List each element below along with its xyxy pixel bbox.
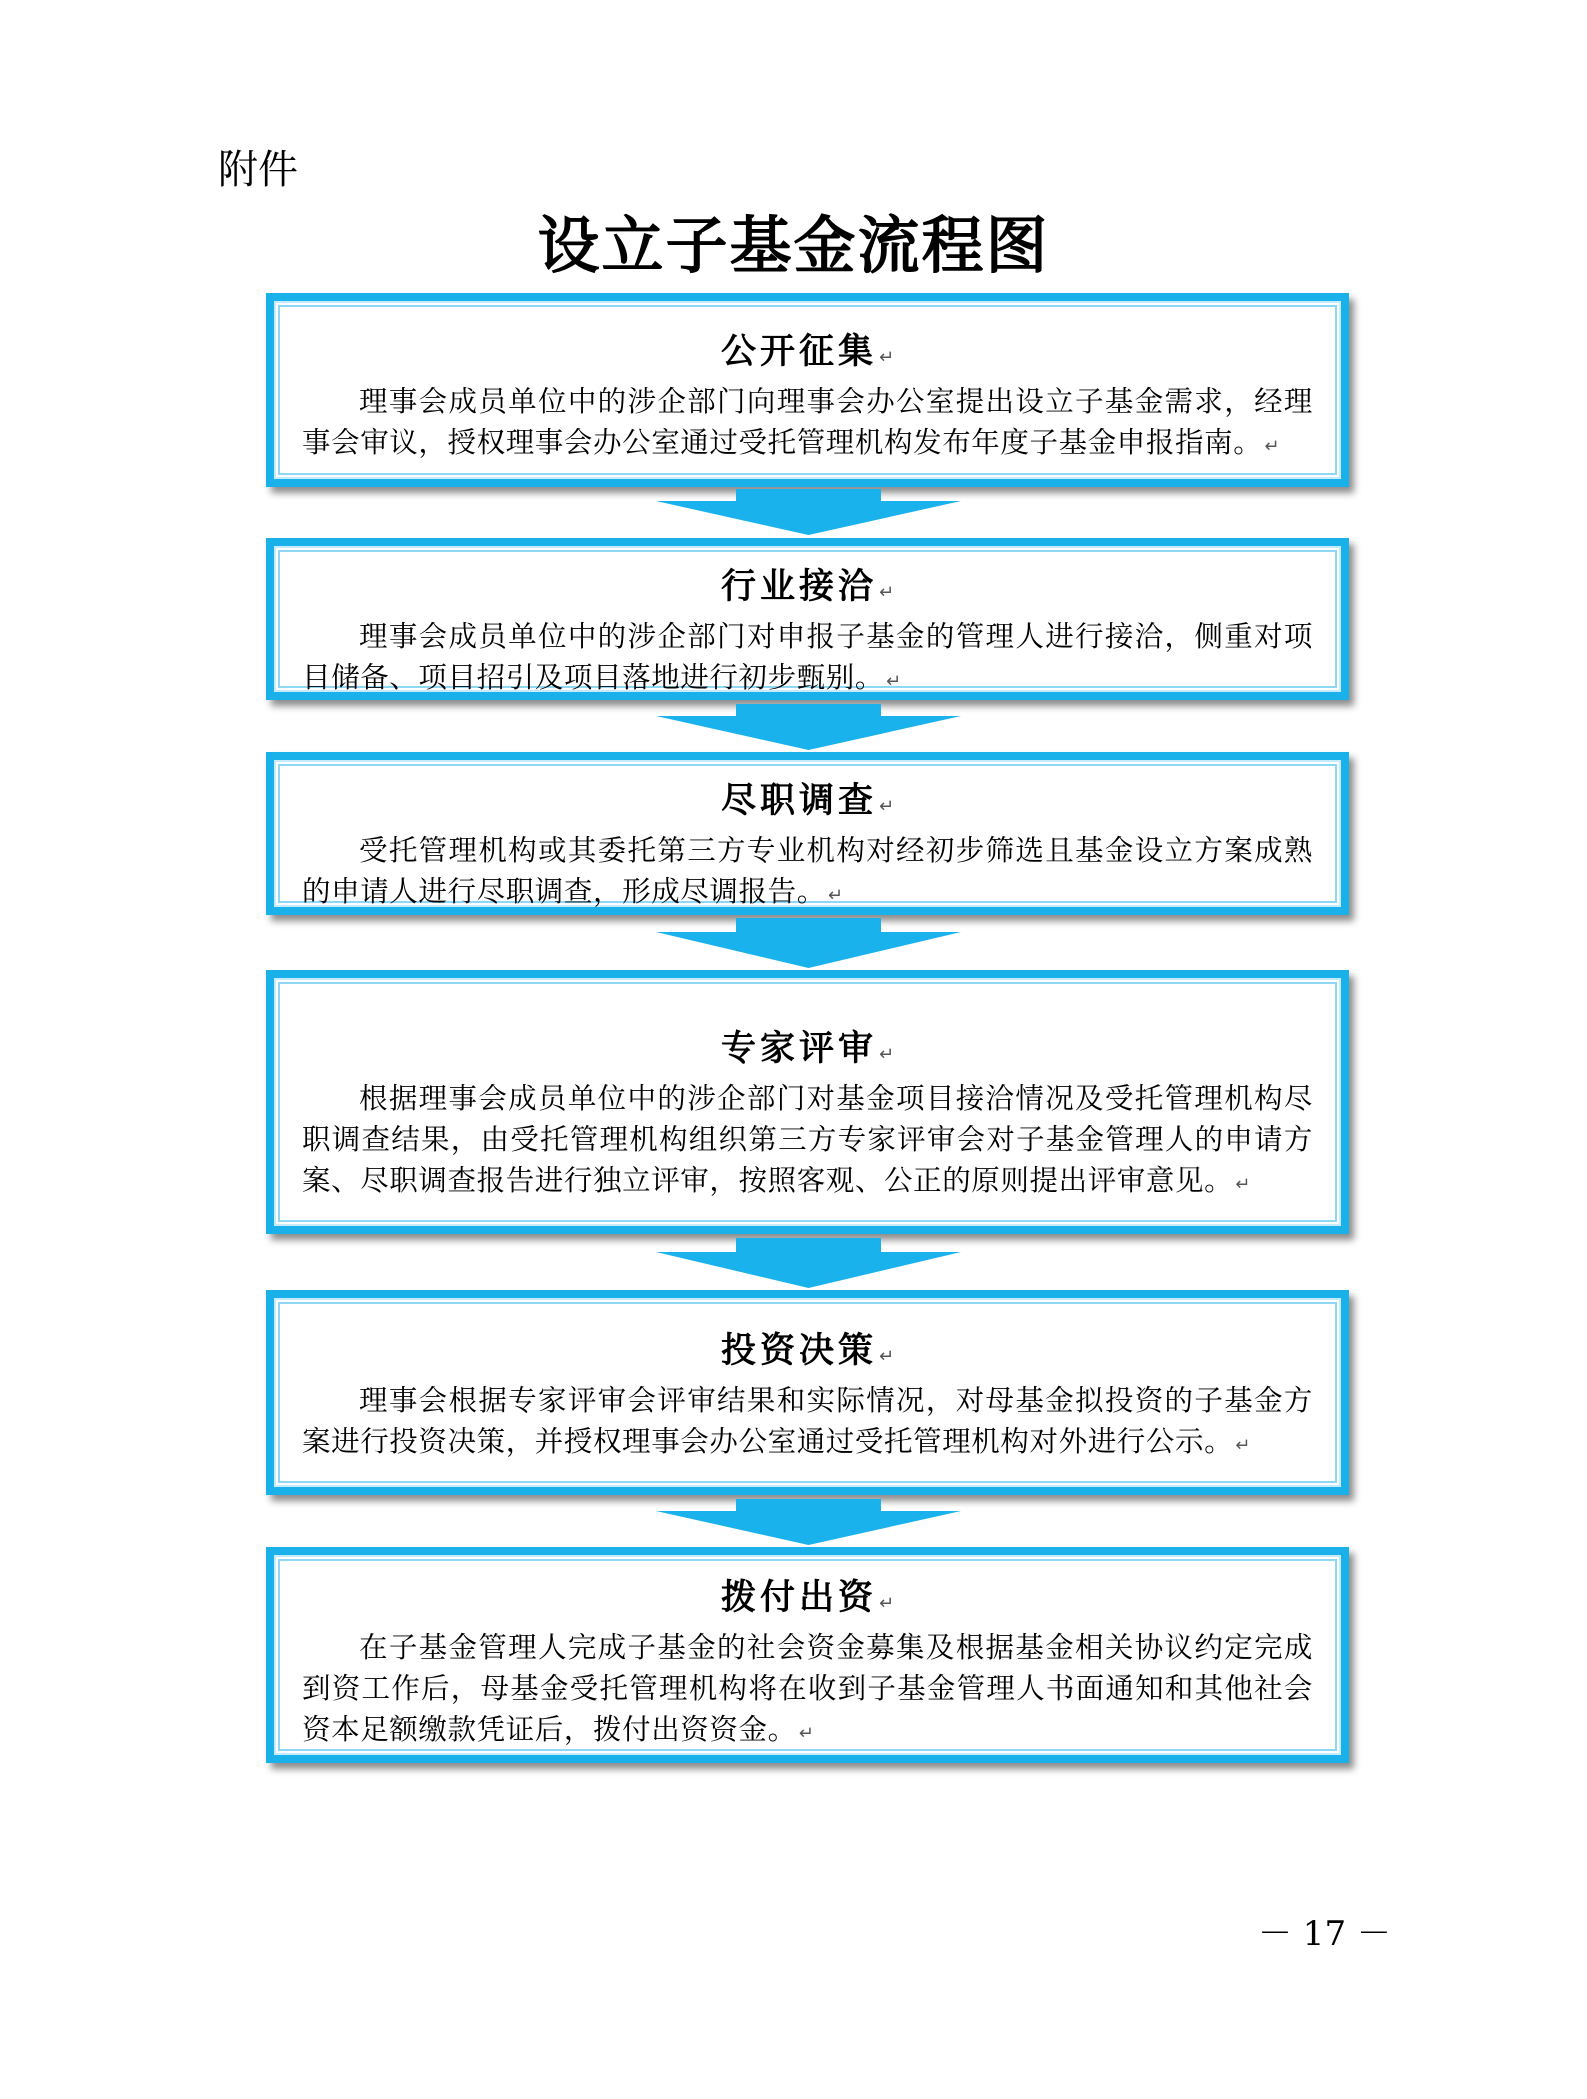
down-arrow-icon	[656, 1238, 961, 1288]
return-mark: ↵	[878, 1044, 895, 1065]
down-arrow-icon	[656, 918, 961, 968]
step-box-6	[266, 1547, 1349, 1763]
page-number: － 17 －	[1258, 1914, 1391, 1954]
step-description: 理事会成员单位中的涉企部门对申报子基金的管理人进行接洽，侧重对项目储备、项目招引及项目落地进行初步甄别。 ↵	[302, 620, 1313, 694]
attachment-label: 附件	[218, 147, 298, 193]
step-box-3	[266, 752, 1349, 915]
return-mark: ↵	[878, 582, 895, 603]
return-mark: ↵	[1235, 1435, 1251, 1456]
step-title: 尽职调查 ↵	[720, 781, 895, 821]
return-mark: ↵	[878, 1593, 895, 1614]
step-description: 在子基金管理人完成子基金的社会资金募集及根据基金相关协议约定完成到资工作后，母基金受托管理机构将在收到子基金管理人书面通知和其他社会资本足额缴款凭证后，拨付出资资金。 ↵	[302, 1631, 1313, 1746]
step-title: 专家评审 ↵	[720, 1029, 895, 1069]
step-description: 理事会成员单位中的涉企部门向理事会办公室提出设立子基金需求，经理事会审议，授权理事会办公室通过受托管理机构发布年度子基金申报指南。 ↵	[302, 385, 1313, 459]
return-mark: ↵	[886, 671, 902, 692]
return-mark: ↵	[878, 1346, 895, 1367]
step-title: 拨付出资 ↵	[720, 1578, 895, 1618]
step-box-4	[266, 970, 1349, 1234]
step-title: 投资决策 ↵	[720, 1331, 895, 1371]
page-title: 设立子基金流程图	[537, 209, 1050, 282]
step-description: 理事会根据专家评审会评审结果和实际情况，对母基金拟投资的子基金方案进行投资决策，并授权理事会办公室通过受托管理机构对外进行公示。 ↵	[302, 1384, 1313, 1458]
step-title: 行业接洽 ↵	[720, 567, 895, 607]
return-mark: ↵	[1264, 436, 1280, 457]
return-mark: ↵	[798, 1723, 814, 1744]
step-box-2	[266, 538, 1349, 700]
down-arrow-icon	[656, 704, 961, 750]
step-box-1	[266, 293, 1349, 487]
step-box-5	[266, 1290, 1349, 1495]
step-title: 公开征集 ↵	[720, 332, 895, 372]
return-mark: ↵	[878, 796, 895, 817]
step-description: 根据理事会成员单位中的涉企部门对基金项目接洽情况及受托管理机构尽职调查结果，由受托管理机构组织第三方专家评审会对子基金管理人的申请方案、尽职调查报告进行独立评审，按照客观、公正的原则提出评审意见。 ↵	[302, 1082, 1313, 1197]
step-description: 受托管理机构或其委托第三方专业机构对经初步筛选且基金设立方案成熟的申请人进行尽职调查，形成尽调报告。 ↵	[302, 834, 1313, 908]
return-mark: ↵	[1235, 1174, 1251, 1195]
return-mark: ↵	[827, 885, 843, 906]
return-mark: ↵	[878, 347, 895, 368]
down-arrow-icon	[656, 1499, 961, 1545]
down-arrow-icon	[656, 489, 961, 535]
